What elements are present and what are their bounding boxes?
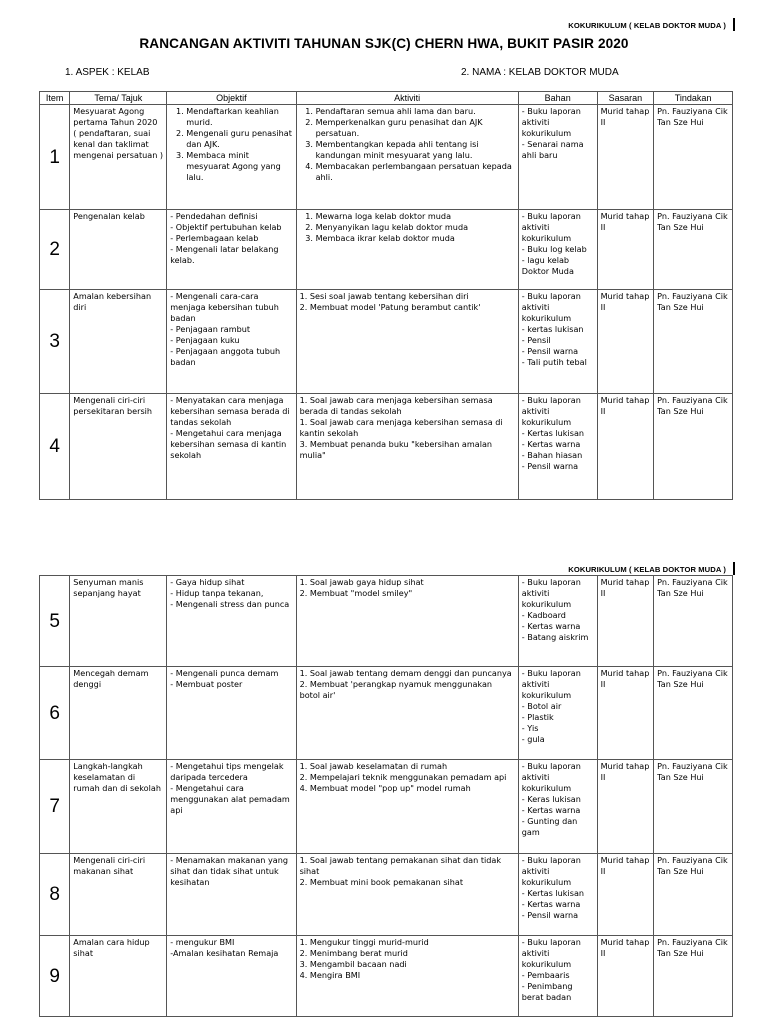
- sasaran-cell: Murid tahap II: [597, 105, 654, 210]
- table-row: [40, 760, 733, 854]
- list-item: 1. Pendaftaran semua ahli lama dan baru.: [316, 106, 515, 117]
- item-number: 3: [40, 290, 70, 394]
- cell-line: Langkah-langkah keselamatan di rumah dan di sekolah: [73, 761, 161, 793]
- column-header: Sasaran: [597, 92, 654, 105]
- bahan-cell: [518, 854, 597, 936]
- objektif-cell: [167, 760, 296, 854]
- table-row: [40, 854, 733, 936]
- bahan-cell: [518, 210, 597, 290]
- list-item: 2. Menyanyikan lagu kelab doktor muda: [316, 222, 515, 233]
- cell-line: - Penjagaan anggota tubuh badan: [170, 346, 281, 367]
- cell-line: 1. Mengukur tinggi murid-murid: [299, 937, 429, 947]
- cell-line: 2. Menimbang berat murid: [299, 948, 408, 958]
- column-header: Aktiviti: [296, 92, 518, 105]
- cell-line: - Pendedahan definisi: [170, 211, 258, 221]
- aktiviti-cell: [296, 936, 518, 1017]
- cell-line: - Buku laporan aktiviti kokurikulum: [521, 577, 581, 609]
- document-title: RANCANGAN AKTIVITI TAHUNAN SJK(C) CHERN HWA, BUKIT PASIR 2020: [139, 36, 629, 51]
- page-header-label: KOKURIKULUM ( KELAB DOKTOR MUDA ): [568, 18, 735, 31]
- bahan-cell: [518, 290, 597, 394]
- tindakan-cell: Pn. Fauziyana Cik Tan Sze Hui: [654, 854, 733, 936]
- table-row: [40, 576, 733, 667]
- cell-line: 1. Soal jawab gaya hidup sihat: [299, 577, 424, 587]
- cell-line: 1. Soal jawab tentang pemakanan sihat dan tidak sihat: [299, 855, 502, 876]
- cell-line: - Senarai nama ahli baru: [521, 139, 584, 160]
- cell-line: - Tali putih tebal: [521, 357, 587, 367]
- aspek-label: 1. ASPEK : KELAB: [65, 67, 150, 78]
- header-bar: [733, 18, 735, 31]
- cell-line: Senyuman manis sepanjang hayat: [73, 577, 144, 598]
- cell-line: - Bahan hiasan: [521, 450, 583, 460]
- cell-line: - Buku log kelab: [521, 244, 587, 254]
- cell-line: 2. Membuat model 'Patung berambut cantik': [299, 302, 481, 312]
- cell-line: - Mengenali latar belakang kelab.: [170, 244, 279, 265]
- item-number: 8: [40, 854, 70, 936]
- tindakan-cell: Pn. Fauziyana Cik Tan Sze Hui: [654, 760, 733, 854]
- cell-line: 2. Membuat mini book pemakanan sihat: [299, 877, 464, 887]
- cell-line: -Amalan kesihatan Remaja: [170, 948, 279, 958]
- activity-table-page2: [39, 575, 733, 1017]
- cell-line: 1. Soal jawab keselamatan di rumah: [299, 761, 448, 771]
- cell-line: - Membuat poster: [170, 679, 243, 689]
- tema-cell: [70, 210, 167, 290]
- tema-cell: [70, 576, 167, 667]
- cell-line: - Penjagaan rambut: [170, 324, 251, 334]
- cell-line: - Kadboard: [521, 610, 566, 620]
- table-row: [40, 667, 733, 760]
- table-row: [40, 290, 733, 394]
- item-number: 7: [40, 760, 70, 854]
- numbered-list: [300, 106, 515, 183]
- tindakan-cell: Pn. Fauziyana Cik Tan Sze Hui: [654, 576, 733, 667]
- list-item: 2. Memperkenalkan guru penasihat dan AJK persatuan.: [316, 117, 515, 139]
- cell-line: Amalan kebersihan diri: [73, 291, 152, 312]
- cell-line: Mesyuarat Agong pertama Tahun 2020: [73, 106, 158, 127]
- tema-cell: [70, 394, 167, 500]
- tindakan-cell: Pn. Fauziyana Cik Tan Sze Hui: [654, 394, 733, 500]
- sasaran-cell: Murid tahap II: [597, 667, 654, 760]
- item-number: 6: [40, 667, 70, 760]
- item-number: 2: [40, 210, 70, 290]
- sasaran-cell: Murid tahap II: [597, 760, 654, 854]
- cell-line: - Buku laporan aktiviti kokurikulum: [521, 211, 581, 243]
- cell-line: 1. Soal jawab cara menjaga kebersihan semasa di kantin sekolah: [299, 417, 503, 438]
- page2-header-label: KOKURIKULUM ( KELAB DOKTOR MUDA ): [568, 562, 735, 575]
- cell-line: Mengenali ciri-ciri persekitaran bersih: [73, 395, 153, 416]
- cell-line: 2. Membuat 'perangkap nyamuk menggunakan botol air': [299, 679, 493, 700]
- list-item: 4. Membacakan perlembangaan persatuan kepada ahli.: [316, 161, 515, 183]
- cell-line: 3. Membuat penanda buku "kebersihan amalan mulia": [299, 439, 493, 460]
- table-row: [40, 105, 733, 210]
- tema-cell: [70, 854, 167, 936]
- tema-cell: [70, 760, 167, 854]
- sasaran-cell: Murid tahap II: [597, 394, 654, 500]
- cell-line: - Gaya hidup sihat: [170, 577, 245, 587]
- bahan-cell: [518, 936, 597, 1017]
- cell-line: - Kertas warna: [521, 621, 581, 631]
- cell-line: - gula: [521, 734, 545, 744]
- cell-line: - mengukur BMI: [170, 937, 235, 947]
- aktiviti-cell: [296, 667, 518, 760]
- bahan-cell: [518, 105, 597, 210]
- cell-line: - Mengenali punca demam: [170, 668, 279, 678]
- header-bar: [733, 562, 735, 575]
- cell-line: Amalan cara hidup sihat: [73, 937, 150, 958]
- aktiviti-cell: [296, 394, 518, 500]
- tindakan-cell: Pn. Fauziyana Cik Tan Sze Hui: [654, 105, 733, 210]
- objektif-cell: [167, 936, 296, 1017]
- item-number: 4: [40, 394, 70, 500]
- cell-line: 4. Membuat model "pop up" model rumah: [299, 783, 471, 793]
- cell-line: - kertas lukisan: [521, 324, 584, 334]
- cell-line: - Mengenali cara-cara menjaga kebersihan tubuh badan: [170, 291, 279, 323]
- cell-line: - Hidup tanpa tekanan,: [170, 588, 264, 598]
- cell-line: - Menyatakan cara menjaga kebersihan semasa berada di tandas sekolah: [170, 395, 290, 427]
- cell-line: - Pensil warna: [521, 346, 579, 356]
- list-item: 1. Mewarna loga kelab doktor muda: [316, 211, 515, 222]
- cell-line: - Kertas warna: [521, 805, 581, 815]
- cell-line: 1. Soal jawab tentang demam denggi dan puncanya: [299, 668, 512, 678]
- table-header-row: [40, 92, 733, 105]
- cell-line: ( pendaftaran, suai kenal dan taklimat mengenai persatuan ): [73, 128, 164, 160]
- item-number: 5: [40, 576, 70, 667]
- aktiviti-cell: [296, 210, 518, 290]
- sasaran-cell: Murid tahap II: [597, 290, 654, 394]
- cell-line: 4. Mengira BMI: [299, 970, 361, 980]
- cell-line: - Mengetahui cara menggunakan alat pemadam api: [170, 783, 290, 815]
- nama-label: 2. NAMA : KELAB DOKTOR MUDA: [461, 67, 619, 78]
- cell-line: - Objektif pertubuhan kelab: [170, 222, 282, 232]
- column-header: Item: [40, 92, 70, 105]
- list-item: 3. Membaca ikrar kelab doktor muda: [316, 233, 515, 244]
- cell-line: - Pensil warna: [521, 461, 579, 471]
- cell-line: 2. Membuat "model smiley": [299, 588, 413, 598]
- numbered-list: [300, 211, 515, 244]
- aktiviti-cell: [296, 576, 518, 667]
- objektif-cell: [167, 854, 296, 936]
- cell-line: 1. Sesi soal jawab tentang kebersihan diri: [299, 291, 469, 301]
- numbered-list: [170, 106, 292, 183]
- cell-line: Mengenali ciri-ciri makanan sihat: [73, 855, 146, 876]
- bahan-cell: [518, 394, 597, 500]
- item-number: 1: [40, 105, 70, 210]
- tindakan-cell: Pn. Fauziyana Cik Tan Sze Hui: [654, 936, 733, 1017]
- tema-cell: [70, 290, 167, 394]
- cell-line: - Yis: [521, 723, 539, 733]
- sasaran-cell: Murid tahap II: [597, 210, 654, 290]
- column-header: Objektif: [167, 92, 296, 105]
- activity-table-page1: [39, 91, 733, 500]
- tema-cell: [70, 667, 167, 760]
- item-number: 9: [40, 936, 70, 1017]
- table-row: [40, 394, 733, 500]
- cell-line: - Buku laporan aktiviti kokurikulum: [521, 761, 581, 793]
- cell-line: - lagu kelab Doktor Muda: [521, 255, 574, 276]
- cell-line: - Pembaaris: [521, 970, 570, 980]
- tindakan-cell: Pn. Fauziyana Cik Tan Sze Hui: [654, 210, 733, 290]
- objektif-cell: [167, 667, 296, 760]
- cell-line: - Kertas lukisan: [521, 428, 585, 438]
- tema-cell: [70, 936, 167, 1017]
- list-item: 3. Membaca minit mesyuarat Agong yang lalu.: [186, 150, 292, 183]
- sasaran-cell: Murid tahap II: [597, 854, 654, 936]
- cell-line: - Kertas warna: [521, 899, 581, 909]
- cell-line: - Plastik: [521, 712, 554, 722]
- cell-line: - Pensil warna: [521, 910, 579, 920]
- bahan-cell: [518, 760, 597, 854]
- sasaran-cell: Murid tahap II: [597, 576, 654, 667]
- objektif-cell: [167, 290, 296, 394]
- column-header: Bahan: [518, 92, 597, 105]
- column-header: Tema/ Tajuk: [70, 92, 167, 105]
- cell-line: - Mengetahui tips mengelak daripada tercedera: [170, 761, 284, 782]
- aktiviti-cell: [296, 854, 518, 936]
- cell-line: - Buku laporan aktiviti kokurikulum: [521, 855, 581, 887]
- cell-line: - Penjagaan kuku: [170, 335, 240, 345]
- cell-line: - Menamakan makanan yang sihat dan tidak sihat untuk kesihatan: [170, 855, 289, 887]
- tindakan-cell: Pn. Fauziyana Cik Tan Sze Hui: [654, 667, 733, 760]
- list-item: 1. Mendaftarkan keahlian murid.: [186, 106, 292, 128]
- cell-line: - Buku laporan aktiviti kokurikulum: [521, 937, 581, 969]
- table-row: [40, 936, 733, 1017]
- aktiviti-cell: [296, 105, 518, 210]
- cell-line: - Mengenali stress dan punca: [170, 599, 290, 609]
- table-row: [40, 210, 733, 290]
- objektif-cell: [167, 576, 296, 667]
- tema-cell: [70, 105, 167, 210]
- bahan-cell: [518, 576, 597, 667]
- cell-line: - Buku laporan aktiviti kokurikulum: [521, 291, 581, 323]
- cell-line: 3. Mengambil bacaan nadi: [299, 959, 407, 969]
- sasaran-cell: Murid tahap II: [597, 936, 654, 1017]
- objektif-cell: [167, 210, 296, 290]
- cell-line: - Kertas warna: [521, 439, 581, 449]
- cell-line: - Buku laporan aktiviti kokurikulum: [521, 668, 581, 700]
- cell-line: - Keras lukisan: [521, 794, 581, 804]
- cell-line: - Kertas lukisan: [521, 888, 585, 898]
- cell-line: - Gunting dan gam: [521, 816, 578, 837]
- cell-line: - Buku laporan aktiviti kokurikulum: [521, 395, 581, 427]
- list-item: 3. Membentangkan kepada ahli tentang isi kandungan minit mesyuarat yang lalu.: [316, 139, 515, 161]
- aktiviti-cell: [296, 290, 518, 394]
- cell-line: - Botol air: [521, 701, 562, 711]
- cell-line: Pengenalan kelab: [73, 211, 145, 221]
- cell-line: 1. Soal jawab cara menjaga kebersihan semasa berada di tandas sekolah: [299, 395, 493, 416]
- cell-line: - Batang aiskrim: [521, 632, 589, 642]
- cell-line: - Mengetahui cara menjaga kebersihan semasa di kantin sekolah: [170, 428, 287, 460]
- bahan-cell: [518, 667, 597, 760]
- aktiviti-cell: [296, 760, 518, 854]
- column-header: Tindakan: [654, 92, 733, 105]
- cell-line: Mencegah demam denggi: [73, 668, 149, 689]
- cell-line: - Perlembagaan kelab: [170, 233, 259, 243]
- cell-line: - Pensil: [521, 335, 551, 345]
- list-item: 2. Mengenali guru penasihat dan AJK.: [186, 128, 292, 150]
- objektif-cell: [167, 105, 296, 210]
- cell-line: - Buku laporan aktiviti kokurikulum: [521, 106, 581, 138]
- cell-line: 2. Mempelajari teknik menggunakan pemadam api: [299, 772, 507, 782]
- objektif-cell: [167, 394, 296, 500]
- cell-line: - Penimbang berat badan: [521, 981, 573, 1002]
- tindakan-cell: Pn. Fauziyana Cik Tan Sze Hui: [654, 290, 733, 394]
